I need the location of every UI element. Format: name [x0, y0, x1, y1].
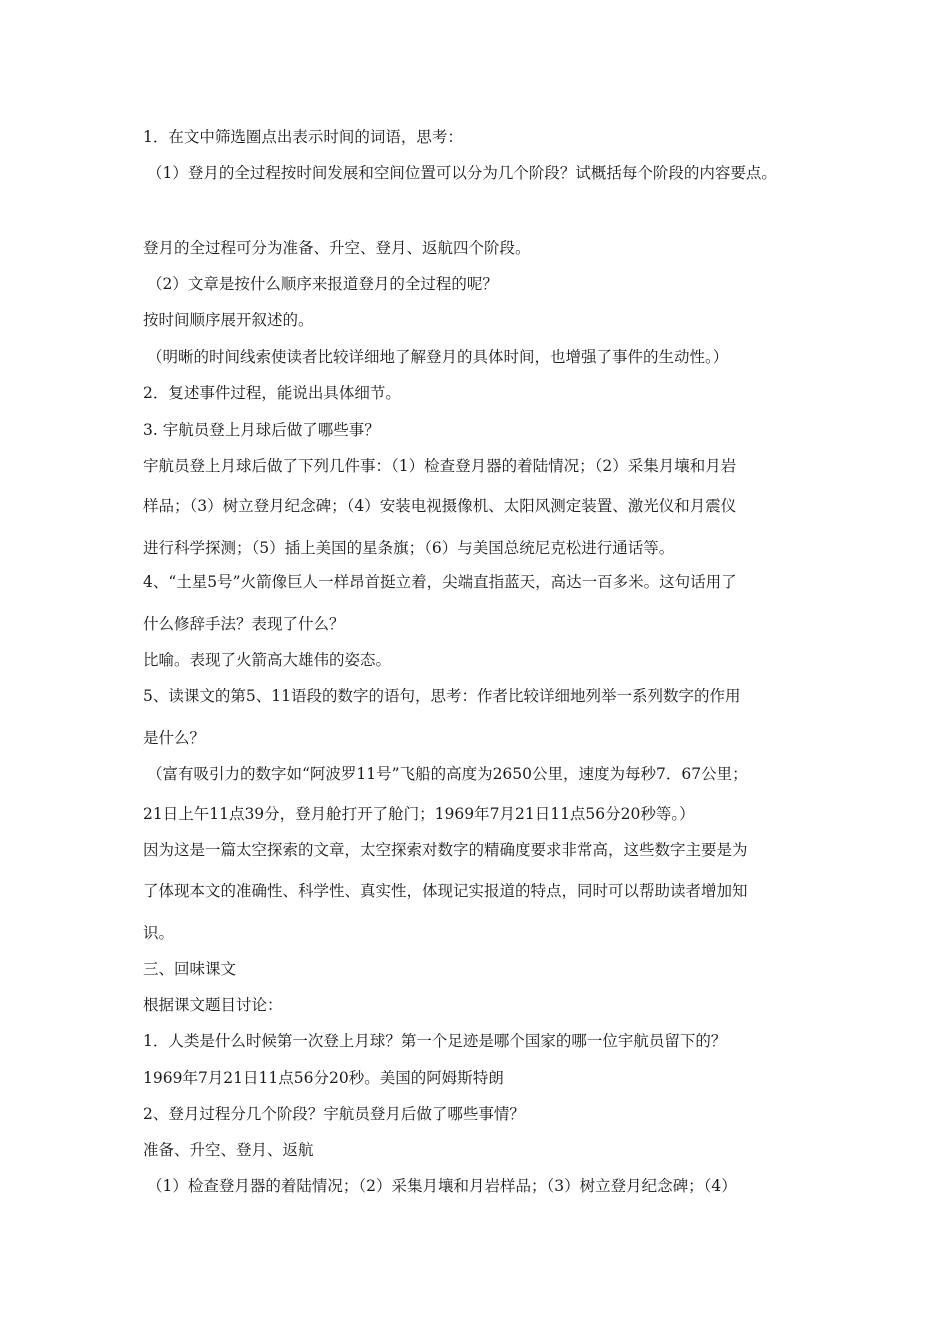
text-line: 根据课文题目讨论： — [143, 996, 283, 1014]
text-line: 比喻。表现了火箭高大雄伟的姿态。 — [143, 651, 392, 669]
text-line: （明晰的时间线索使读者比较详细地了解登月的具体时间，也增强了事件的生动性。） — [147, 348, 729, 366]
text-line: 21日上午11点39分，登月舱打开了舱门；1969年7月21日11点56分20秒等。） — [143, 805, 695, 823]
text-line: （1）检查登月器的着陆情况；（2）采集月壤和月岩样品；（3）树立登月纪念碑；（4） — [147, 1177, 737, 1195]
text-line: 宇航员登上月球后做了下列几件事：（1）检查登月器的着陆情况；（2）采集月壤和月岩 — [143, 457, 737, 475]
text-line: 2．复述事件过程，能说出具体细节。 — [143, 384, 401, 402]
text-line: 准备、升空、登月、返航 — [143, 1141, 314, 1159]
text-line: 样品；（3）树立登月纪念碑；（4）安装电视摄像机、太阳风测定装置、激光仪和月震仪 — [143, 497, 737, 515]
text-line: 1969年7月21日11点56分20秒。美国的阿姆斯特朗 — [143, 1069, 504, 1087]
text-line: 是什么？ — [143, 729, 206, 747]
text-line: （2）文章是按什么顺序来报道登月的全过程的呢？ — [147, 275, 498, 293]
text-line: 登月的全过程可分为准备、升空、登月、返航四个阶段。 — [143, 239, 531, 257]
text-line: 因为这是一篇太空探索的文章，太空探索对数字的精确度要求非常高，这些数字主要是为 — [143, 841, 748, 859]
text-line: 3. 宇航员登上月球后做了哪些事？ — [143, 421, 380, 439]
text-line: 按时间顺序展开叙述的。 — [143, 311, 314, 329]
text-line: 1．在文中筛选圈点出表示时间的词语，思考： — [143, 128, 463, 146]
text-line: 1．人类是什么时候第一次登上月球？第一个足迹是哪个国家的哪一位宇航员留下的？ — [143, 1032, 727, 1050]
text-line: 什么修辞手法？表现了什么？ — [143, 615, 345, 633]
text-line: 5、读课文的第5、11语段的数字的语句，思考：作者比较详细地列举一系列数字的作用 — [143, 687, 741, 705]
text-line: 4、“土星5号”火箭像巨人一样昂首挺立着，尖端直指蓝天，高达一百多米。这句话用了 — [143, 573, 737, 591]
text-line: 2、登月过程分几个阶段？宇航员登月后做了哪些事情？ — [143, 1105, 525, 1123]
text-line: 了体现本文的准确性、科学性、真实性，体现记实报道的特点，同时可以帮助读者增加知 — [143, 882, 748, 900]
text-line: （1）登月的全过程按时间发展和空间位置可以分为几个阶段？试概括每个阶段的内容要点。 — [147, 164, 777, 182]
text-line: （富有吸引力的数字如“阿波罗11号”飞船的高度为2650公里，速度为每秒7．67公里； — [147, 765, 748, 783]
section-heading: 三、回味课文 — [143, 960, 237, 978]
text-line: 识。 — [143, 924, 175, 942]
text-line: 进行科学探测；（5）插上美国的星条旗；（6）与美国总统尼克松进行通话等。 — [143, 539, 675, 557]
